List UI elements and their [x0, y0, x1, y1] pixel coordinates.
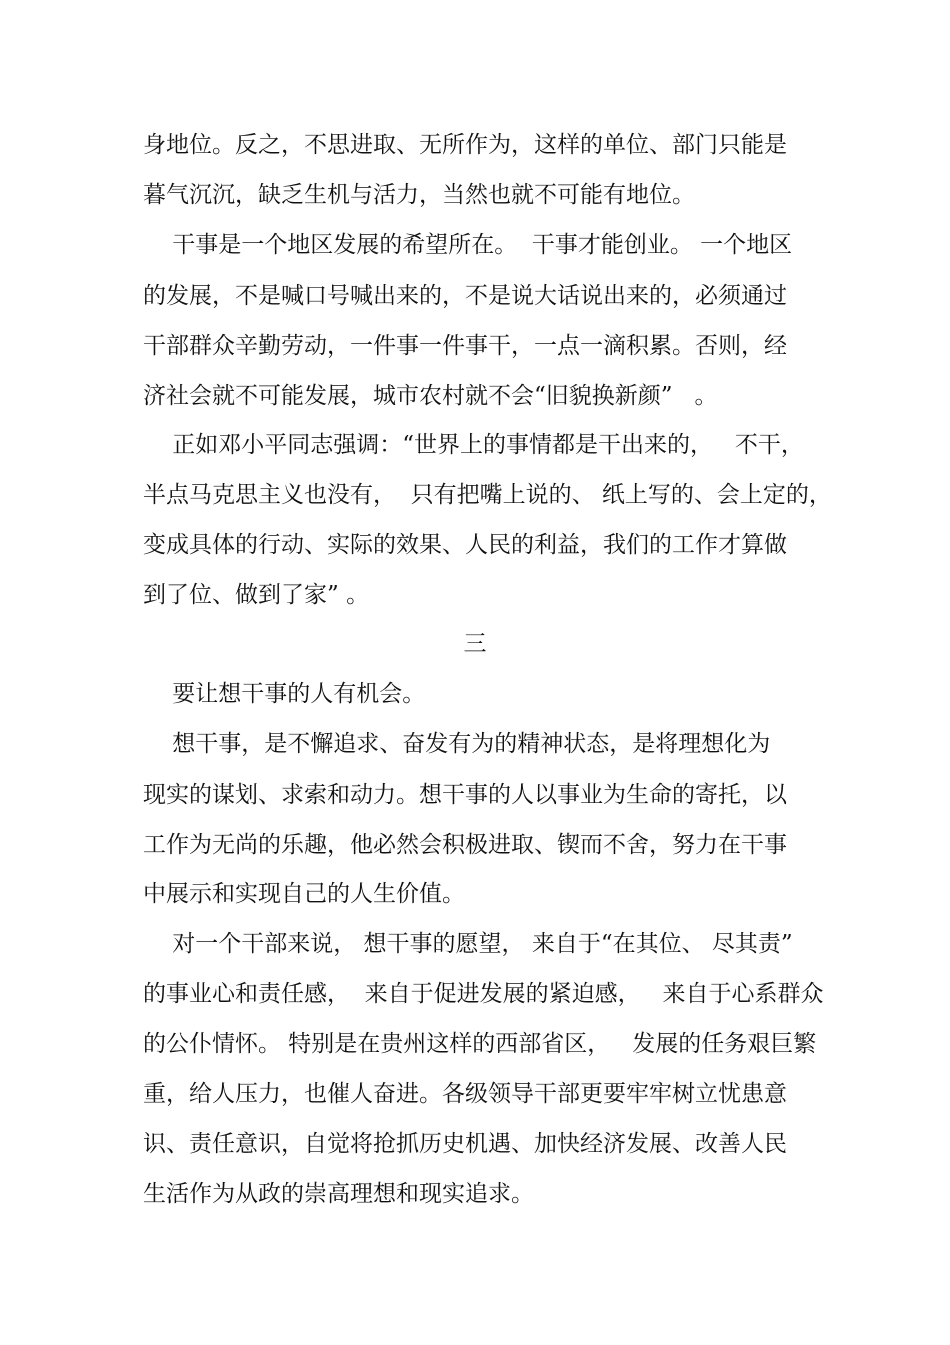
- text-line: 的事业心和责任感， 来自于促进发展的紧迫感， 来自于心系群众: [143, 981, 824, 1007]
- text-line: 干部群众辛勤劳动，一件事一件事干，一点一滴积累。否则，经: [143, 333, 787, 359]
- text-line: 识、责任意识，自觉将抢抓历史机遇、加快经济发展、改善人民: [143, 1131, 787, 1157]
- text-line: 想干事，是不懈追求、奋发有为的精神状态，是将理想化为: [143, 731, 771, 757]
- text-line: 正如邓小平同志强调：“世界上的事情都是干出来的， 不干，: [143, 432, 804, 458]
- text-line: 的公仆情怀。 特别是在贵州这样的西部省区， 发展的任务艰巨繁: [143, 1031, 817, 1057]
- text-line: 暮气沉沉，缺乏生机与活力，当然也就不可能有地位。: [143, 182, 695, 208]
- text-line: 济社会就不可能发展，城市农村就不会“旧貌换新颜” 。: [143, 383, 718, 409]
- text-line: 生活作为从政的崇高理想和现实追求。: [143, 1181, 534, 1207]
- text-line: 半点马克思主义也没有， 只有把嘴上说的、 纸上写的、会上定的，: [143, 482, 832, 508]
- text-line: 的发展，不是喊口号喊出来的，不是说大话说出来的，必须通过: [143, 283, 787, 309]
- text-line: 要让想干事的人有机会。: [143, 681, 426, 707]
- text-line: 到了位、做到了家” 。: [143, 582, 370, 608]
- text-line: 变成具体的行动、实际的效果、人民的利益，我们的工作才算做: [143, 532, 787, 558]
- text-line: 身地位。反之，不思进取、无所作为，这样的单位、部门只能是: [143, 132, 787, 158]
- section-heading: 三: [463, 631, 487, 657]
- text-line: 现实的谋划、求索和动力。想干事的人以事业为生命的寄托，以: [143, 782, 787, 808]
- text-line: 干事是一个地区发展的希望所在。 干事才能创业。 一个地区: [143, 232, 793, 258]
- text-line: 重，给人压力，也催人奋进。各级领导干部更要牢牢树立忧患意: [143, 1081, 787, 1107]
- text-line: 工作为无尚的乐趣，他必然会积极进取、锲而不舍，努力在干事: [143, 832, 787, 858]
- text-line: 对一个干部来说， 想干事的愿望， 来自于“在其位、 尽其责”: [143, 931, 793, 957]
- text-line: 中展示和实现自己的人生价值。: [143, 881, 465, 907]
